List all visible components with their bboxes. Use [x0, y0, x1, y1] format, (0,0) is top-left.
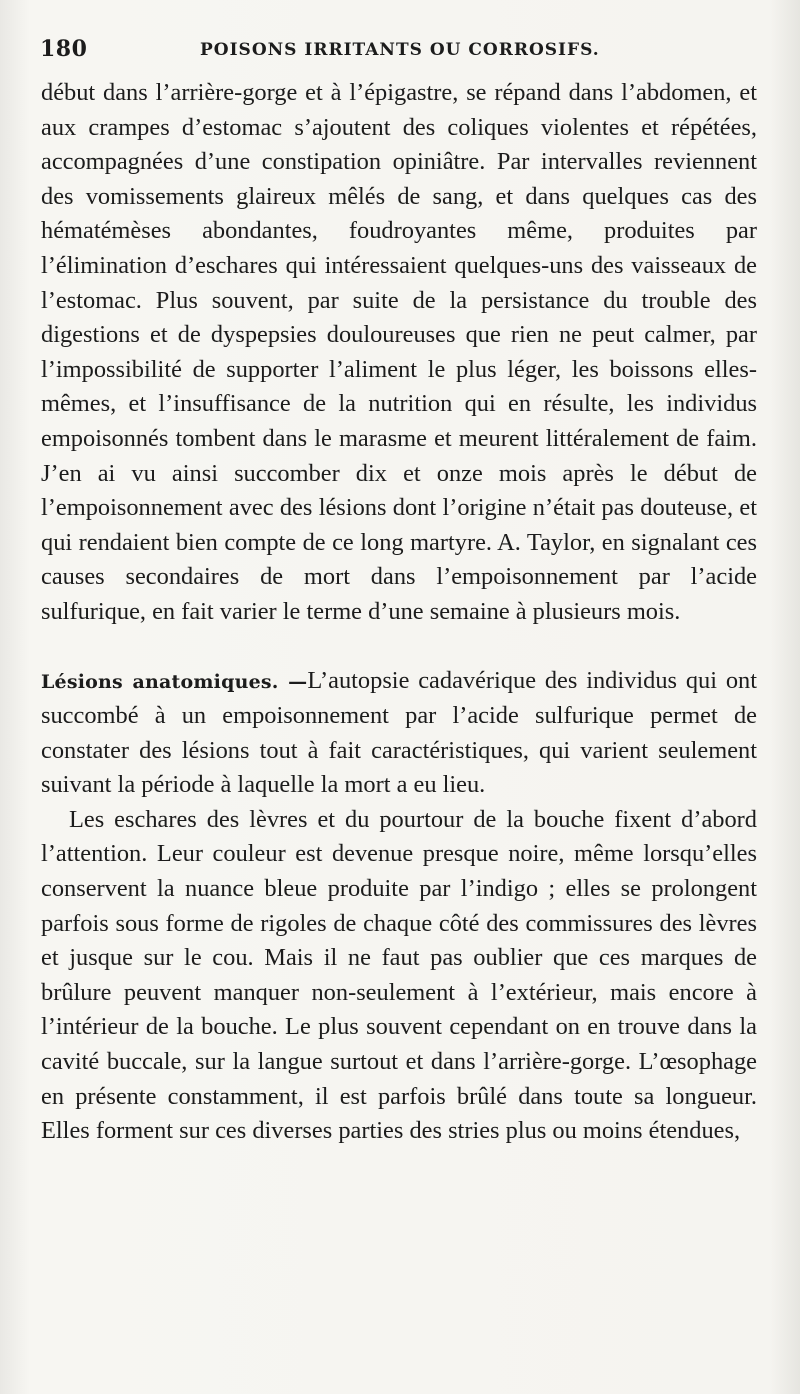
running-title: POISONS IRRITANTS OU CORROSIFS.: [200, 40, 600, 60]
page-number: 180: [40, 36, 88, 62]
paragraph-continuation: début dans l’arrière-gorge et à l’épigastre, se répand dans l’abdomen, et aux crampes d’estomac s’ajoutent des coliques violentes et répétées, accompagnées d’une constipation opiniâtre. Par intervalles reviennent des vomissements glaireux mêlés de sang, et dans quelques cas des hématémèses abondantes, foudroyantes même, produites par l’élimination d’eschares qui intéressaient quelques-uns des vaisseaux de l’estomac. Plus souvent, par suite de la persistance du trouble des digestions et de dyspepsies douloureuses que rien ne peut calmer, par l’impossibilité de supporter l’aliment le plus léger, les boissons elles-mêmes, et l’insuffisance de la nutrition qui en résulte, les individus empoisonnés tombent dans le marasme et meurent littéralement de faim. J’en ai vu ainsi succomber dix et onze mois après le début de l’empoisonnement avec des lésions dont l’origine n’était pas douteuse, et qui rendaient bien compte de ce long martyre. A. Taylor, en signalant ces causes secondaires de mort dans l’empoisonnement par l’acide sulfurique, en fait varier le terme d’une semaine à plusieurs mois.: [41, 79, 757, 625]
page-header: [40, 36, 760, 70]
paragraph-lesions-text: L’autopsie cadavérique des individus qui ont succombé à un empoisonnement par l’acide sulfurique permet de constater des lésions tout à fait caractéristiques, qui varient seulement suivant la période à laquelle la mort a eu lieu.: [41, 666, 757, 799]
paragraph-eschares: Les eschares des lèvres et du pourtour de la bouche fixent d’abord l’attention. Leur couleur est devenue presque noire, même lorsqu’elles conservent la nuance bleue produite par l’indigo ; elles se prolongent parfois sous forme de rigoles de chaque côté des commissures des lèvres et jusque sur le cou. Mais il ne faut pas oublier que ces marques de brûlure peuvent manquer non-seulement à l’extérieur, mais encore à l’intérieur de la bouche. Le plus souvent cependant on en trouve dans la cavité buccale, sur la langue surtout et dans l’arrière-gorge. L’œsophage en présente constamment, il est parfois brûlé dans toute sa longueur. Elles forment sur ces diverses parties des stries plus ou moins étendues,: [41, 805, 757, 1145]
section-heading: Lésions anatomiques. —: [41, 670, 308, 693]
body-text: [41, 76, 757, 1149]
paragraph-lesions: [41, 664, 757, 803]
